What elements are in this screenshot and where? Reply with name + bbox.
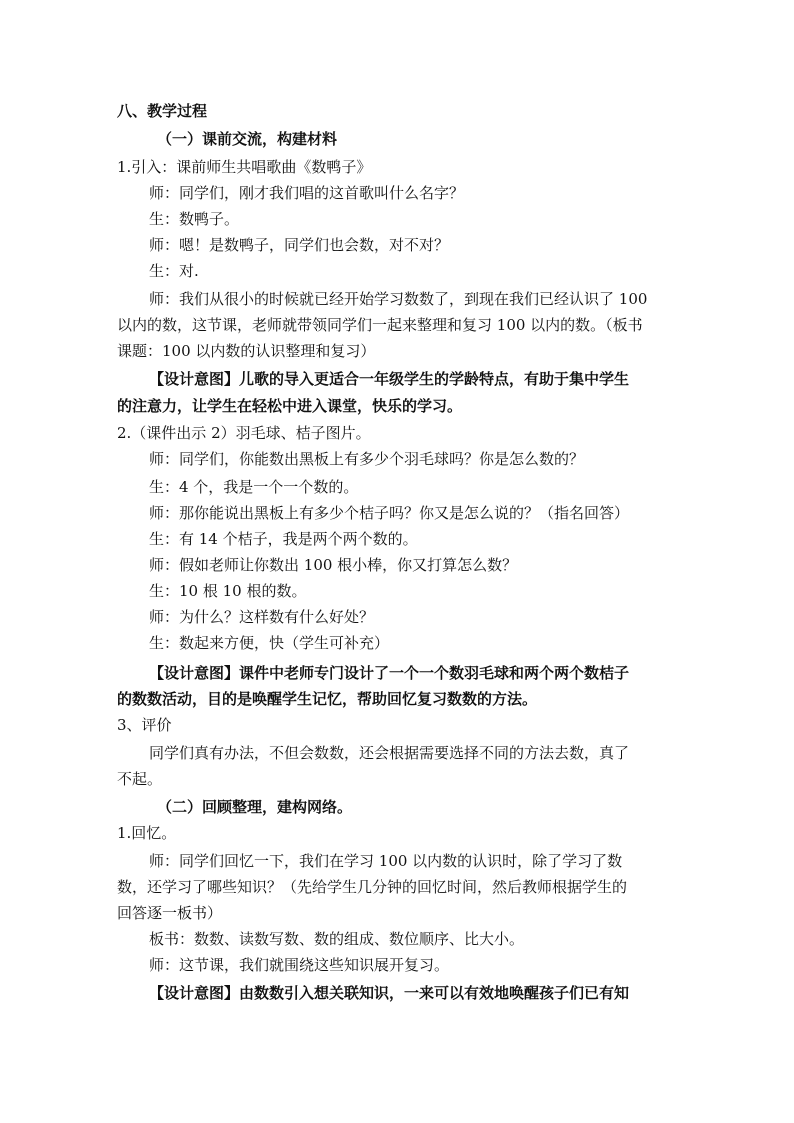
paragraph-line: 师：这节课，我们就围绕这些知识展开复习。 xyxy=(149,956,450,974)
section-heading: 八、教学过程 xyxy=(117,102,208,120)
paragraph-line: 1.回忆。 xyxy=(117,824,177,842)
subsection-heading: （一）课前交流，构建材料 xyxy=(157,130,338,148)
paragraph-line: 生：4 个，我是一个一个数的。 xyxy=(149,478,359,496)
paragraph-line: 生：有 14 个桔子，我是两个两个数的。 xyxy=(149,530,418,548)
paragraph-line: 课题：100 以内数的认识整理和复习） xyxy=(117,342,376,360)
paragraph-line: 生：数起来方便，快（学生可补充） xyxy=(149,634,390,652)
paragraph-line: 以内的数，这节课，老师就带领同学们一起来整理和复习 100 以内的数。（板书 xyxy=(117,316,643,334)
paragraph-line: 板书：数数、读数写数、数的组成、数位顺序、比大小。 xyxy=(149,930,525,948)
paragraph-line: 回答逐一板书） xyxy=(117,904,223,922)
paragraph-line: 生：对. xyxy=(149,262,199,280)
paragraph-line: 师：同学们，刚才我们唱的这首歌叫什么名字？ xyxy=(149,184,465,202)
design-intent: 【设计意图】课件中老师专门设计了一个一个数羽毛球和两个两个数桔子 xyxy=(149,664,630,682)
subsection-heading: （二）回顾整理，建构网络。 xyxy=(157,798,353,816)
paragraph-line: 1.引入：课前师生共唱歌曲《数鸭子》 xyxy=(117,158,372,176)
paragraph-line: 2.（课件出示 2）羽毛球、桔子图片。 xyxy=(117,424,371,442)
paragraph-line: 生：数鸭子。 xyxy=(149,210,240,228)
paragraph-line: 不起。 xyxy=(117,770,163,788)
paragraph-line: 3、评价 xyxy=(117,716,172,734)
paragraph-line: 师：那你能说出黑板上有多少个桔子吗？你又是怎么说的？（指名回答） xyxy=(149,504,630,522)
paragraph-line: 生：10 根 10 根的数。 xyxy=(149,582,307,600)
paragraph-line: 师：嗯！是数鸭子，同学们也会数，对不对？ xyxy=(149,236,450,254)
paragraph-line: 师：为什么？这样数有什么好处？ xyxy=(149,608,375,626)
design-intent: 【设计意图】由数数引入想关联知识，一来可以有效地唤醒孩子们已有知 xyxy=(149,984,630,1002)
design-intent: 的数数活动，目的是唤醒学生记忆，帮助回忆复习数数的方法。 xyxy=(117,690,538,708)
paragraph-line: 师：同学们，你能数出黑板上有多少个羽毛球吗？你是怎么数的？ xyxy=(149,450,585,468)
design-intent: 【设计意图】儿歌的导入更适合一年级学生的学龄特点，有助于集中学生 xyxy=(149,370,630,388)
paragraph-line: 师：同学们回忆一下，我们在学习 100 以内数的认识时，除了学习了数 xyxy=(149,852,623,870)
paragraph-line: 师：假如老师让你数出 100 根小棒，你又打算怎么数？ xyxy=(149,556,518,574)
paragraph-line: 同学们真有办法，不但会数数，还会根据需要选择不同的方法去数，真了 xyxy=(149,744,630,762)
paragraph-line: 师：我们从很小的时候就已经开始学习数数了，到现在我们已经认识了 100 xyxy=(149,290,648,308)
design-intent: 的注意力，让学生在轻松中进入课堂，快乐的学习。 xyxy=(117,397,463,415)
paragraph-line: 数，还学习了哪些知识？（先给学生几分钟的回忆时间，然后教师根据学生的 xyxy=(117,878,628,896)
